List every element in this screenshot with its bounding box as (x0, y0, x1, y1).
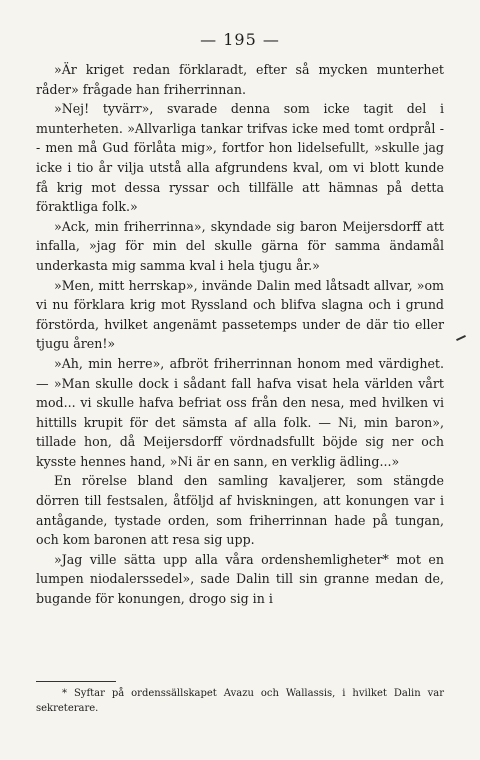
page-number: — 195 — (200, 30, 280, 49)
margin-mark (456, 335, 466, 341)
footnote: * Syftar på ordenssällskapet Avazu och Wallassis, i hvilket Dalin var sekreterare. (36, 688, 444, 714)
paragraph: »Jag ville sätta upp alla våra ordenshemligheter* mot en lumpen niodalerssedel», sade Dalin till sin granne medan de, bugande för konungen, drogo sig in i (36, 551, 444, 607)
paragraph: En rörelse bland den samling kavaljerer, som stängde dörren till festsalen, åtföljd af hviskningen, att konungen var i antågande, tystade orden, som friherrinnan hade på tungan, och kom baronen att resa sig upp. (36, 473, 444, 548)
footnote-divider (36, 681, 116, 682)
paragraph: »Men, mitt herrskap», invände Dalin med låtsadt allvar, »om vi nu förklara krig mot Ryssland och blifva slagna och i grund förstörda, hvilket angenämt passetemps under de där tio eller tjugu åren!» (36, 277, 444, 352)
paragraph: »Ack, min friherrinna», skyndade sig baron Meijersdorff att infalla, »jag för min del skulle gärna för samma ändamål underkasta mig samma kval i hela tjugu år.» (36, 218, 444, 273)
paragraph: »Är kriget redan förklaradt, efter så mycken munterhet råder» frågade han friherrinnan. (36, 62, 444, 97)
body-text (36, 60, 444, 609)
paragraph: »Nej! tyvärr», svarade denna som icke tagit del i munterheten. »Allvarliga tankar trifvas icke med tomt ordprål -- men må Gud förlåta mig», fortfor hon lidelsefullt, »skulle jag icke i tio år vilja utstå alla afgrundens kval, om vi blott kunde få krig mot dessa ryssar och tillfälle att hämnas på detta föraktliga folk.» (36, 101, 444, 215)
paragraph: »Ah, min herre», afbröt friherrinnan honom med värdighet. — »Man skulle dock i sådant fall hafva visat hela världen vårt mod... vi skulle hafva befriat oss från den nesa, med hvilken vi hittills krupit för det sämsta af alla folk. — Ni, min baron», tillade hon, då Meijersdorff vördnadsfullt böjde sig ner och kysste hennes hand, »Ni är en sann, en verklig ädling...» (36, 355, 444, 469)
